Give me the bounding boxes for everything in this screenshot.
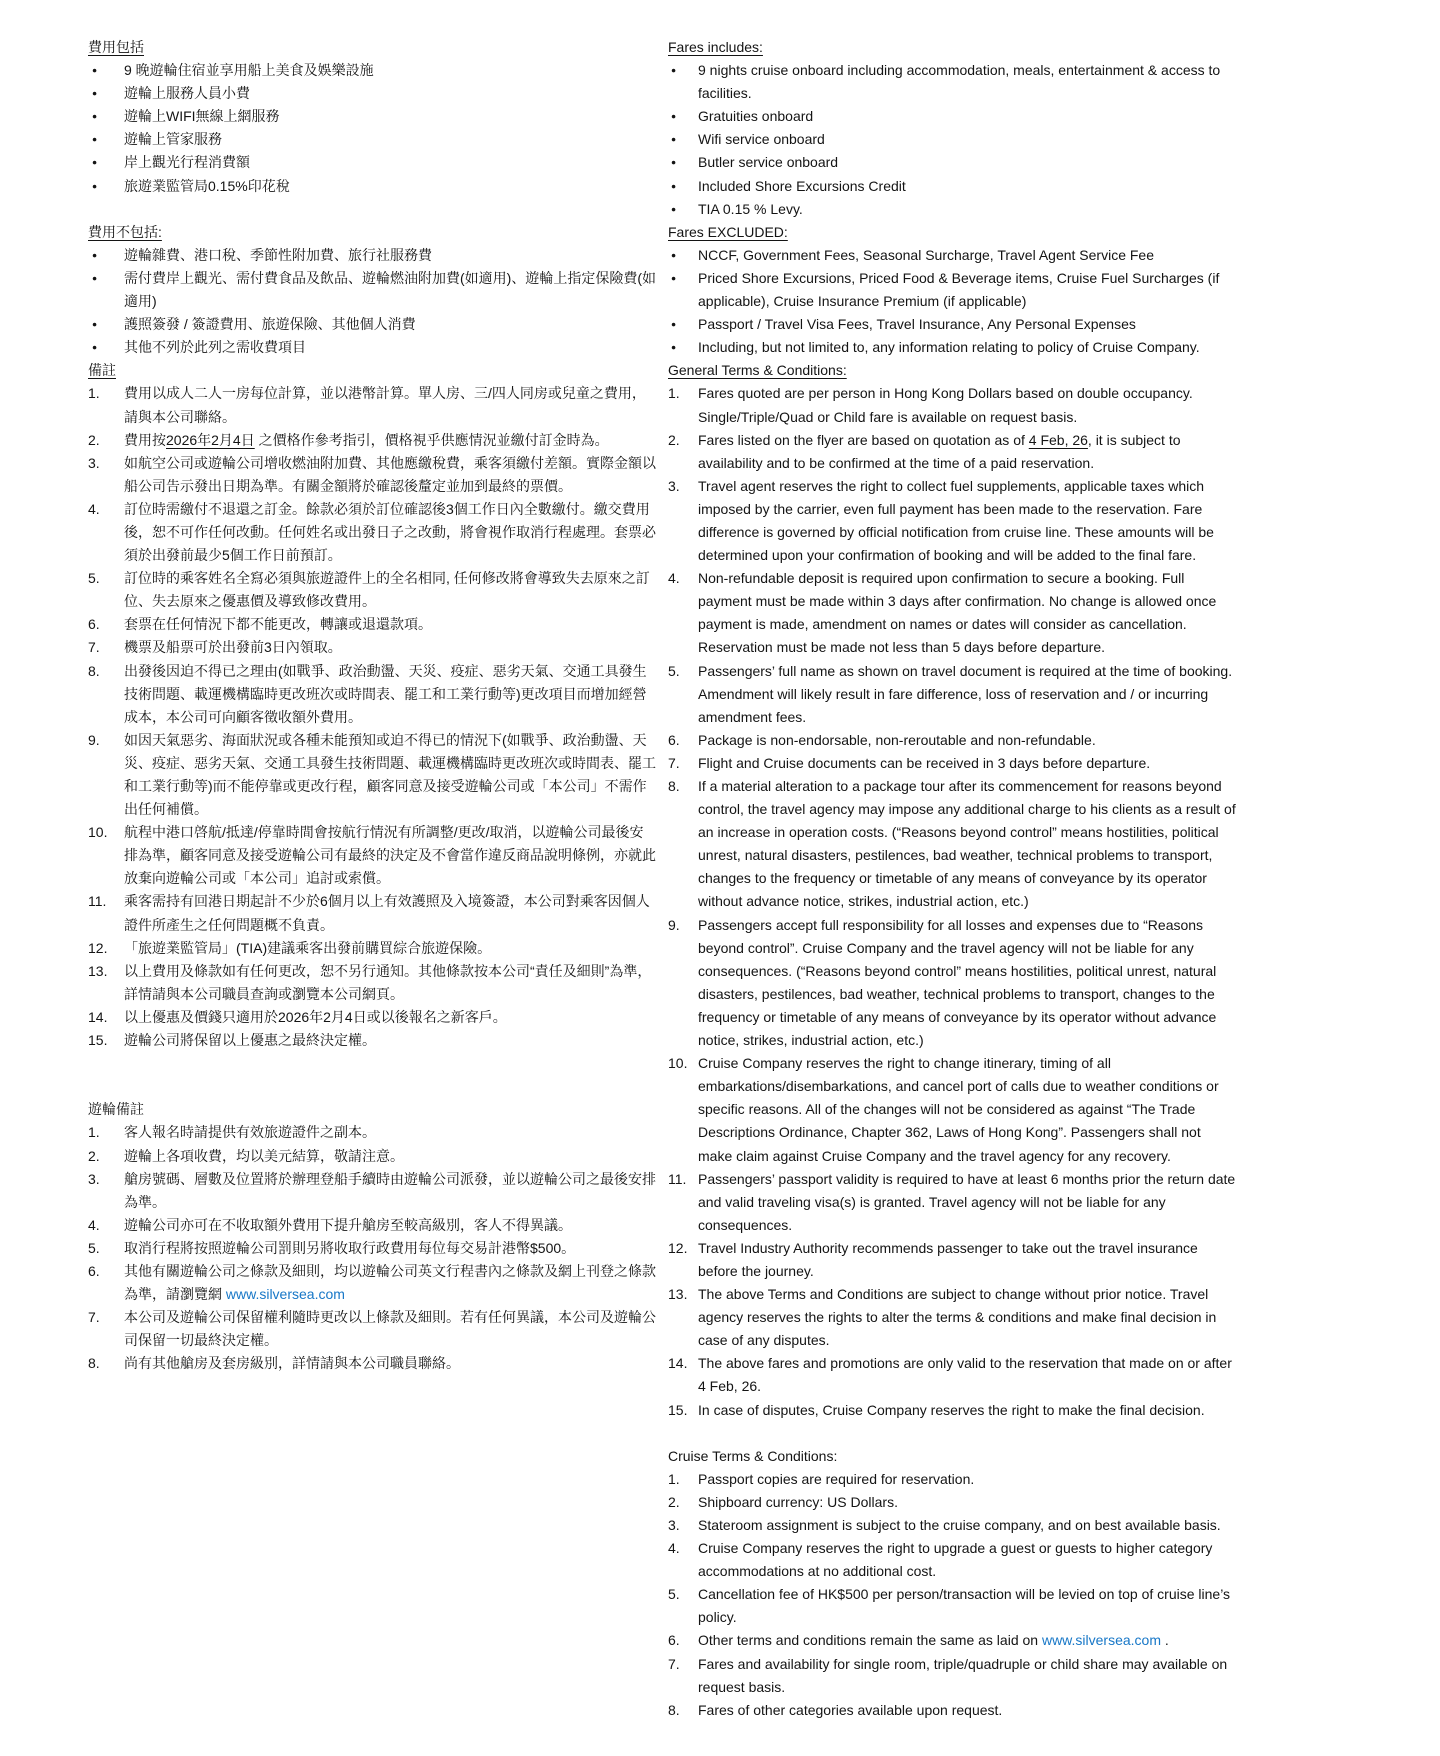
bullet-icon: ● [92, 319, 98, 330]
item-number: 14. [88, 1008, 108, 1025]
item-number: 1. [668, 385, 680, 402]
item-number: 3. [88, 1170, 100, 1187]
item-text: Cruise Company reserves the right to upgrade a guest or guests to higher category accommodations at no additional cost. [698, 1540, 1213, 1580]
item-text: 遊輪上服務人員小費 [124, 85, 250, 102]
bullet-icon: ● [671, 203, 677, 214]
item-number: 12. [668, 1239, 688, 1256]
remarks-item [88, 498, 656, 567]
remarks-item [88, 660, 656, 729]
bullet-icon: ● [671, 272, 677, 283]
item-text: Fares of other categories available upon request. [698, 1701, 1003, 1718]
fees-excluded-item [88, 267, 656, 313]
item-number: 11. [668, 1170, 687, 1187]
general-terms-item [668, 1283, 1236, 1352]
item-text: Butler service onboard [698, 154, 839, 171]
item-number: 14. [668, 1355, 688, 1372]
item-number: 4. [88, 1216, 100, 1233]
remarks-item [88, 729, 656, 821]
item-text: If a material alteration to a package tour after its commencement for reasons beyond control, the travel agency may impose any additional charge to his clients as a result of an increase in operation costs. (“Reasons beyond control” means hostilities, political unrest, natural disasters, pestilences, bad weather, technical problems to transport, changes to the frequency or timetable of any means of conveyance by its operator without advance notice, strikes, industrial action, etc.) [698, 778, 1236, 910]
remarks-item [88, 1029, 656, 1052]
item-number: 8. [668, 778, 680, 794]
cruise-remarks-item [88, 1121, 656, 1144]
item-text: 出發後因迫不得已之理由(如戰爭、政治動盪、天災、疫症、惡劣天氣、交通工具發生技術問題、載運機構臨時更改班次或時間表、罷工和工業行動等)更改項目而增加經營成本，本公司可向顧客徵收額外費用。 [124, 662, 647, 725]
item-number: 3. [668, 1517, 680, 1533]
item-number: 2. [88, 431, 100, 448]
bullet-icon: ● [671, 319, 677, 330]
silversea-link[interactable]: www.silversea.com [1041, 1632, 1161, 1649]
general-terms-item [668, 1237, 1236, 1283]
fares-includes-item [668, 128, 1236, 151]
item-number: 7. [668, 754, 680, 771]
item-text: 遊輪上WIFI無線上網服務 [124, 108, 280, 125]
item-text: 「旅遊業監管局」(TIA)建議乘客出發前購買綜合旅遊保險。 [124, 939, 492, 956]
item-text: 岸上觀光行程消費額 [124, 154, 250, 171]
fares-includes-item [668, 105, 1236, 128]
general-terms-item [668, 1352, 1236, 1398]
bullet-icon: ● [92, 272, 98, 283]
item-number: 8. [88, 1355, 100, 1372]
item-text: Cruise Company reserves the right to change itinerary, timing of all embarkations/disembarkations, and cancel port of calls due to weather conditions or specific reasons. All of the changes will not be considered as against “The Trade Descriptions Ordinance, Chapter 362, Laws of Hong Kong”. Passengers shall not make claim against Cruise Company and the travel agency for any recovery. [698, 1055, 1219, 1164]
general-terms-item [668, 914, 1236, 1053]
item-number: 4. [88, 500, 100, 517]
cruise-remarks-item [88, 1237, 656, 1260]
fees-excluded-item [88, 313, 656, 336]
item-number: 11. [88, 893, 107, 910]
item-number: 6. [88, 1262, 100, 1279]
item-text: Fares quoted are per person in Hong Kong Dollars based on double occupancy. Single/Triple/Quad or Child fare is available on request basis. [698, 385, 1193, 425]
item-number: 8. [88, 662, 100, 679]
fares-includes-item [668, 175, 1236, 198]
item-text: 尚有其他艙房及套房級別，詳情請與本公司職員聯絡。 [124, 1355, 460, 1372]
fees-included-item [88, 175, 656, 198]
cruise-terms-heading: Cruise Terms & Conditions: [668, 1447, 838, 1464]
general-terms-item [668, 1052, 1236, 1167]
item-number: 15. [668, 1401, 688, 1418]
item-text: The above fares and promotions are only valid to the reservation that made on or after 4 Feb, 26. [698, 1355, 1232, 1395]
cruise-remarks-item [88, 1145, 656, 1168]
item-text: 機票及船票可於出發前3日內領取。 [124, 639, 342, 656]
fees-excluded-item [88, 244, 656, 267]
item-text: Travel agent reserves the right to collect fuel supplements, applicable taxes which imposed by the carrier, even full payment has been made to the reservation. Fare difference is governed by official notification from cruise line. These amounts will be determined upon your confirmation of booking and will be added to the final fare. [698, 477, 1214, 564]
bullet-icon: ● [671, 342, 677, 353]
item-number: 4. [668, 1540, 680, 1557]
item-text: 航程中港口啓航/抵達/停靠時間會按航行情況有所調整/更改/取消，以遊輪公司最後安排為準，顧客同意及接受遊輪公司有最終的決定及不會當作違反商品說明條例，亦就此放棄向遊輪公司或「本公司」追討或索償。 [124, 824, 656, 887]
remarks-item [88, 567, 656, 613]
fares-excluded-item [668, 313, 1236, 336]
general-terms-item [668, 775, 1236, 914]
general-terms-item [668, 729, 1236, 752]
cruise-terms-item [668, 1699, 1236, 1722]
item-text: 訂位時需繳付不退還之訂金。餘款必須於訂位確認後3個工作日內全數繳付。繳交費用後，恕不可作任何改動。任何姓名或出發日子之改動，將會視作取消行程處理。套票必須於出發前最少5個工作日前預訂。 [124, 500, 656, 564]
fares-excluded-heading: Fares EXCLUDED: [668, 223, 788, 240]
underlined-date: 4 Feb, 26 [1028, 431, 1088, 448]
item-text: 客人報名時請提供有效旅遊證件之副本。 [124, 1124, 376, 1141]
general-terms-item [668, 1399, 1236, 1422]
item-number: 5. [88, 570, 100, 587]
bullet-icon: ● [92, 88, 98, 99]
item-text: 遊輪公司將保留以上優惠之最終決定權。 [124, 1032, 376, 1049]
bullet-icon: ● [92, 157, 98, 168]
fees-included-item [88, 59, 656, 82]
item-text: Fares listed on the flyer are based on quotation as of 4 Feb, 26, it is subject to availability and to be confirmed at the time of a paid reservation. [698, 431, 1181, 471]
item-text: 9 晚遊輪住宿並享用船上美食及娛樂設施 [124, 62, 374, 79]
item-number: 2. [668, 431, 680, 448]
item-text: Non-refundable deposit is required upon confirmation to secure a booking. Full payment must be made within 3 days after confirmation. No change is allowed once payment is made, amendment on names or dates will consider as cancellation. Reservation must be made not less than 5 days before departure. [698, 570, 1217, 656]
item-number: 5. [668, 662, 680, 679]
fares-excluded-item [668, 244, 1236, 267]
item-number: 8. [668, 1701, 680, 1718]
item-text: Included Shore Excursions Credit [698, 177, 906, 194]
bullet-icon: ● [671, 249, 677, 260]
fares-includes-item [668, 151, 1236, 174]
item-text: Flight and Cruise documents can be received in 3 days before departure. [698, 754, 1151, 771]
item-text: 需付費岸上觀光、需付費食品及飲品、遊輪燃油附加費(如適用)、遊輪上指定保險費(如適用) [124, 269, 656, 310]
cruise-remarks-item [88, 1352, 656, 1375]
item-text: 艙房號碼、層數及位置將於辦理登船手續時由遊輪公司派發，並以遊輪公司之最後安排為準。 [124, 1170, 656, 1210]
remarks-item [88, 1006, 656, 1029]
item-number: 2. [668, 1493, 680, 1510]
item-number: 9. [88, 731, 100, 748]
item-number: 6. [88, 616, 100, 633]
item-text: 以上優惠及價錢只適用於2026年2月4日或以後報名之新客戶。 [124, 1008, 507, 1025]
remarks-item [88, 613, 656, 636]
item-text: Passengers accept full responsibility for all losses and expenses due to “Reasons beyond control”. Cruise Company and the travel agency will not be liable for any consequences. (“Reasons beyond control” means hostilities, political unrest, natural disasters, pestilences, bad weather, technical problems to transport, changes to the frequency or timetable of any means of conveyance by its operator without advance notice, strikes, industrial action, etc.) [698, 916, 1217, 1049]
bullet-icon: ● [671, 157, 677, 168]
item-number: 3. [668, 477, 680, 494]
item-number: 1. [668, 1470, 680, 1487]
item-text: Passengers’ passport validity is required to have at least 6 months prior the return date and valid traveling visa(s) is granted. Travel agency will not be liable for any consequences. [698, 1170, 1236, 1233]
cruise-remarks-heading: 遊輪備註 [88, 1101, 144, 1118]
cruise-terms-item [668, 1491, 1236, 1514]
bullet-icon: ● [92, 65, 98, 76]
general-terms-item [668, 475, 1236, 567]
bullet-icon: ● [671, 134, 677, 145]
item-text: 費用以成人二人一房每位計算，並以港幣計算。單人房、三/四人同房或兒童之費用，請與本公司聯絡。 [124, 385, 646, 425]
general-terms-item [668, 382, 1236, 428]
item-text: 護照簽發 / 簽證費用、旅遊保險、其他個人消費 [124, 316, 416, 333]
item-text: Gratuities onboard [698, 108, 814, 125]
bullet-icon: ● [92, 180, 98, 191]
item-text: 乘客需持有回港日期起計不少於6個月以上有效護照及入境簽證，本公司對乘客因個人證件所產生之任何問題概不負責。 [124, 893, 650, 933]
fares-includes-item [668, 198, 1236, 221]
item-text: Passengers’ full name as shown on travel document is required at the time of booking. Amendment will likely result in fare difference, loss of reservation and / or incurring amendment fees. [698, 662, 1233, 725]
item-number: 4. [668, 570, 680, 587]
general-terms-heading: General Terms & Conditions: [668, 362, 847, 379]
cruise-terms-item [668, 1583, 1236, 1629]
item-text: The above Terms and Conditions are subject to change without prior notice. Travel agency reserves the rights to alter the terms & conditions and make final decision in case of any disputes. [698, 1286, 1217, 1349]
item-number: 6. [668, 1632, 680, 1649]
cruise-remarks-item [88, 1168, 656, 1214]
silversea-link[interactable]: www.silversea.com [225, 1286, 345, 1303]
item-text: NCCF, Government Fees, Seasonal Surcharge, Travel Agent Service Fee [698, 246, 1154, 263]
cruise-remarks-item [88, 1214, 656, 1237]
fees-included-heading: 費用包括 [88, 39, 144, 55]
remarks-item [88, 890, 656, 936]
item-text: 遊輪公司亦可在不收取額外費用下提升艙房至較高級別，客人不得異議。 [124, 1216, 572, 1233]
item-text: 如因天氣惡劣、海面狀況或各種未能預知或迫不得已的情況下(如戰爭、政治動盪、天災、疫症、惡劣天氣、交通工具發生技術問題、載運機構臨時更改班次或時間表、罷工和工業行動等)而不能停靠或更改行程，顧客同意及接受遊輪公司或「本公司」不需作出任何補償。 [124, 731, 656, 818]
item-number: 13. [668, 1286, 688, 1303]
item-text: 取消行程將按照遊輪公司罰則另將收取行政費用每位每交易計港幣$500。 [124, 1239, 576, 1256]
item-text: Other terms and conditions remain the same as laid on www.silversea.com . [698, 1632, 1169, 1649]
remarks-item [88, 382, 656, 428]
item-number: 10. [668, 1055, 688, 1072]
column-chinese-terms [88, 36, 656, 1375]
fares-excluded-item [668, 336, 1236, 359]
bullet-icon: ● [92, 249, 98, 260]
remarks-item [88, 960, 656, 1006]
cruise-remarks-item [88, 1306, 656, 1352]
underlined-date: 2026年2月4日 [166, 431, 255, 448]
bullet-icon: ● [92, 134, 98, 145]
general-terms-item [668, 752, 1236, 775]
item-text: 本公司及遊輪公司保留權利隨時更改以上條款及細則。若有任何異議，本公司及遊輪公司保留一切最終決定權。 [124, 1309, 656, 1349]
remarks-item [88, 821, 656, 890]
item-number: 3. [88, 454, 100, 471]
cruise-remarks-item [88, 1260, 656, 1306]
cruise-terms-item [668, 1514, 1236, 1537]
remarks-item [88, 636, 656, 659]
item-number: 15. [88, 1032, 108, 1049]
item-text: TIA 0.15 % Levy. [698, 200, 803, 217]
item-text: 其他有關遊輪公司之條款及細則，均以遊輪公司英文行程書內之條款及網上刊登之條款為準，請瀏覽網 www.silversea.com [124, 1262, 656, 1303]
item-text: Stateroom assignment is subject to the cruise company, and on best available basis. [698, 1517, 1221, 1533]
general-terms-item [668, 1168, 1236, 1237]
general-terms-item [668, 567, 1236, 659]
item-number: 2. [88, 1147, 100, 1164]
item-text: Package is non-endorsable, non-reroutable and non-refundable. [698, 731, 1096, 748]
cruise-terms-item [668, 1653, 1236, 1699]
item-text: Priced Shore Excursions, Priced Food & Beverage items, Cruise Fuel Surcharges (if applicable), Cruise Insurance Premium (if applicable) [698, 269, 1220, 310]
item-number: 7. [88, 639, 100, 656]
fares-excluded-item [668, 267, 1236, 313]
remarks-heading: 備註 [88, 362, 116, 379]
item-text: Travel Industry Authority recommends passenger to take out the travel insurance before the journey. [698, 1239, 1198, 1279]
cruise-terms-item [668, 1468, 1236, 1491]
item-text: Wifi service onboard [698, 131, 825, 148]
item-text: In case of disputes, Cruise Company reserves the right to make the final decision. [698, 1401, 1205, 1418]
remarks-item [88, 937, 656, 960]
bullet-icon: ● [671, 65, 677, 76]
item-number: 1. [88, 385, 100, 402]
item-number: 12. [88, 939, 108, 956]
item-number: 9. [668, 916, 680, 933]
item-number: 1. [88, 1124, 100, 1141]
item-text: Including, but not limited to, any information relating to policy of Cruise Company. [698, 339, 1200, 356]
item-text: 遊輪上各項收費，均以美元結算，敬請注意。 [124, 1147, 404, 1164]
bullet-icon: ● [92, 342, 98, 353]
item-number: 13. [88, 962, 108, 979]
item-number: 7. [668, 1655, 680, 1672]
cruise-terms-item [668, 1629, 1236, 1652]
item-text: Passport / Travel Visa Fees, Travel Insurance, Any Personal Expenses [698, 316, 1136, 333]
item-text: Passport copies are required for reservation. [698, 1470, 975, 1487]
item-text: 旅遊業監管局0.15%印花稅 [124, 177, 290, 194]
item-number: 5. [668, 1586, 680, 1603]
item-text: 遊輪雜費、港口稅、季節性附加費、旅行社服務費 [124, 246, 432, 263]
item-text: Cancellation fee of HK$500 per person/transaction will be levied on top of cruise line’s policy. [698, 1586, 1231, 1626]
general-terms-item [668, 660, 1236, 729]
bullet-icon: ● [671, 180, 677, 191]
item-text: 如航空公司或遊輪公司增收燃油附加費、其他應繳稅費，乘客須繳付差額。實際金額以船公司告示發出日期為準。有關金額將於確認後釐定並加到最終的票價。 [124, 454, 656, 494]
remarks-item [88, 452, 656, 498]
fares-includes-heading: Fares includes: [668, 39, 763, 55]
fares-includes-item [668, 59, 1236, 105]
fees-included-item [88, 128, 656, 151]
item-number: 5. [88, 1239, 100, 1256]
item-text: 費用按2026年2月4日 之價格作參考指引，價格視乎供應情況並繳付訂金時為。 [124, 431, 609, 448]
item-text: Fares and availability for single room, triple/quadruple or child share may available on request basis. [698, 1655, 1228, 1695]
fees-included-item [88, 151, 656, 174]
fees-excluded-item [88, 336, 656, 359]
item-number: 10. [88, 824, 108, 841]
fees-included-item [88, 82, 656, 105]
item-text: 訂位時的乘客姓名全寫必須與旅遊證件上的全名相同, 任何修改將會導致失去原來之訂位、失去原來之優惠價及導致修改費用。 [124, 570, 650, 610]
fees-included-item [88, 105, 656, 128]
remarks-item [88, 429, 656, 452]
item-text: 遊輪上管家服務 [124, 131, 222, 148]
bullet-icon: ● [92, 111, 98, 122]
item-number: 7. [88, 1309, 100, 1326]
cruise-terms-item [668, 1537, 1236, 1583]
fees-excluded-heading: 費用不包括: [88, 223, 162, 240]
item-number: 6. [668, 731, 680, 748]
item-text: 套票在任何情況下都不能更改，轉讓或退還款項。 [124, 616, 432, 633]
item-text: Shipboard currency: US Dollars. [698, 1493, 898, 1510]
item-text: 9 nights cruise onboard including accommodation, meals, entertainment & access to facilities. [698, 62, 1221, 102]
general-terms-item [668, 429, 1236, 475]
bullet-icon: ● [671, 111, 677, 122]
item-text: 其他不列於此列之需收費項目 [124, 339, 306, 356]
column-english-terms [668, 36, 1236, 1722]
item-text: 以上費用及條款如有任何更改，恕不另行通知。其他條款按本公司“責任及細則”為準，詳情請與本公司職員查詢或瀏覽本公司網頁。 [124, 962, 652, 1002]
